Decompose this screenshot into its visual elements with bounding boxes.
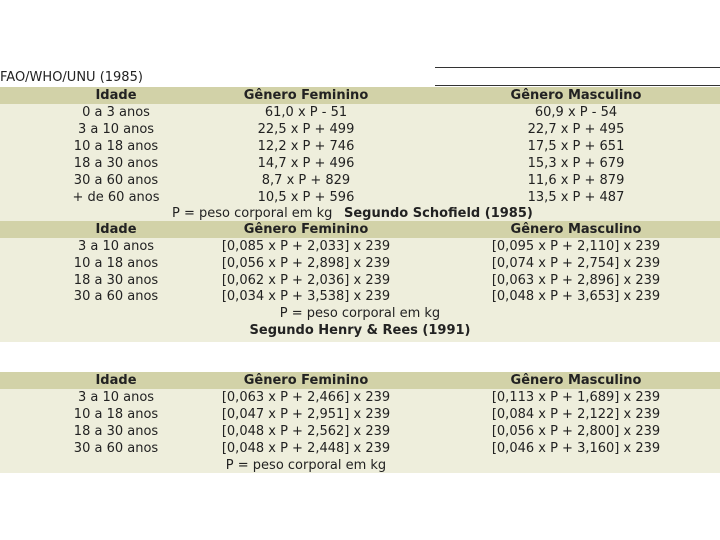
table-cell: [0,056 x P + 2,898] x 239 bbox=[221, 256, 391, 271]
table-cell: 60,9 x P - 54 bbox=[534, 105, 618, 120]
table-row: 3 a 10 anos bbox=[77, 390, 155, 405]
table-cell: 13,5 x P + 487 bbox=[527, 190, 625, 205]
table-cell: [0,062 x P + 2,036] x 239 bbox=[221, 273, 391, 288]
table-cell: 12,2 x P + 746 bbox=[257, 139, 355, 154]
schofield-header-male: Gênero Masculino bbox=[510, 222, 642, 237]
table-cell: [0,048 x P + 2,562] x 239 bbox=[221, 424, 391, 439]
henry-header-female: Gênero Feminino bbox=[243, 373, 369, 388]
table-cell: [0,074 x P + 2,754] x 239 bbox=[491, 256, 661, 271]
henry-title: Segundo Henry & Rees (1991) bbox=[249, 323, 471, 338]
table-row: 0 a 3 anos bbox=[82, 105, 150, 120]
fao-header-age: Idade bbox=[95, 88, 137, 103]
fao-note: P = peso corporal em kg bbox=[172, 206, 333, 221]
table-cell: 10,5 x P + 596 bbox=[257, 190, 355, 205]
table-cell: [0,063 x P + 2,466] x 239 bbox=[221, 390, 391, 405]
table-cell: [0,034 x P + 3,538] x 239 bbox=[221, 289, 391, 304]
source-fao-label: FAO/WHO/UNU (1985) bbox=[0, 70, 143, 85]
top-rule bbox=[435, 67, 720, 68]
schofield-header-female: Gênero Feminino bbox=[243, 222, 369, 237]
table-cell: 8,7 x P + 829 bbox=[261, 173, 351, 188]
table-cell: [0,063 x P + 2,896] x 239 bbox=[491, 273, 661, 288]
table-cell: [0,085 x P + 2,033] x 239 bbox=[221, 239, 391, 254]
henry-note: P = peso corporal em kg bbox=[225, 458, 387, 473]
table-cell: [0,046 x P + 3,160] x 239 bbox=[491, 441, 661, 456]
table-cell: 17,5 x P + 651 bbox=[527, 139, 625, 154]
table-cell: 22,7 x P + 495 bbox=[527, 122, 625, 137]
table-cell: [0,047 x P + 2,951] x 239 bbox=[221, 407, 391, 422]
table-row: 18 a 30 anos bbox=[73, 424, 159, 439]
table-cell: [0,048 x P + 2,448] x 239 bbox=[221, 441, 391, 456]
table-cell: [0,113 x P + 1,689] x 239 bbox=[491, 390, 661, 405]
table-row: 3 a 10 anos bbox=[77, 239, 155, 254]
fao-header-female: Gênero Feminino bbox=[243, 88, 369, 103]
table-row: 18 a 30 anos bbox=[73, 156, 159, 171]
table-row: 10 a 18 anos bbox=[73, 407, 159, 422]
table-row: 30 a 60 anos bbox=[73, 289, 159, 304]
table-cell: [0,084 x P + 2,122] x 239 bbox=[491, 407, 661, 422]
table-row: + de 60 anos bbox=[72, 190, 160, 205]
table-cell: 61,0 x P - 51 bbox=[264, 105, 348, 120]
schofield-header-age: Idade bbox=[95, 222, 137, 237]
table-cell: [0,048 x P + 3,653] x 239 bbox=[491, 289, 661, 304]
fao-header-male: Gênero Masculino bbox=[510, 88, 642, 103]
table-row: 30 a 60 anos bbox=[73, 173, 159, 188]
table-row: 30 a 60 anos bbox=[73, 441, 159, 456]
table-cell: [0,095 x P + 2,110] x 239 bbox=[491, 239, 661, 254]
table-cell: 14,7 x P + 496 bbox=[257, 156, 355, 171]
table-cell: 11,6 x P + 879 bbox=[527, 173, 625, 188]
schofield-title: Segundo Schofield (1985) bbox=[344, 206, 533, 221]
henry-header-age: Idade bbox=[95, 373, 137, 388]
table-row: 10 a 18 anos bbox=[73, 139, 159, 154]
table-cell: [0,056 x P + 2,800] x 239 bbox=[491, 424, 661, 439]
table-cell: 15,3 x P + 679 bbox=[527, 156, 625, 171]
second-rule bbox=[435, 85, 720, 86]
table-row: 10 a 18 anos bbox=[73, 256, 159, 271]
table-row: 3 a 10 anos bbox=[77, 122, 155, 137]
table-cell: 22,5 x P + 499 bbox=[257, 122, 355, 137]
schofield-note: P = peso corporal em kg bbox=[279, 306, 441, 321]
table-row: 18 a 30 anos bbox=[73, 273, 159, 288]
henry-header-male: Gênero Masculino bbox=[510, 373, 642, 388]
